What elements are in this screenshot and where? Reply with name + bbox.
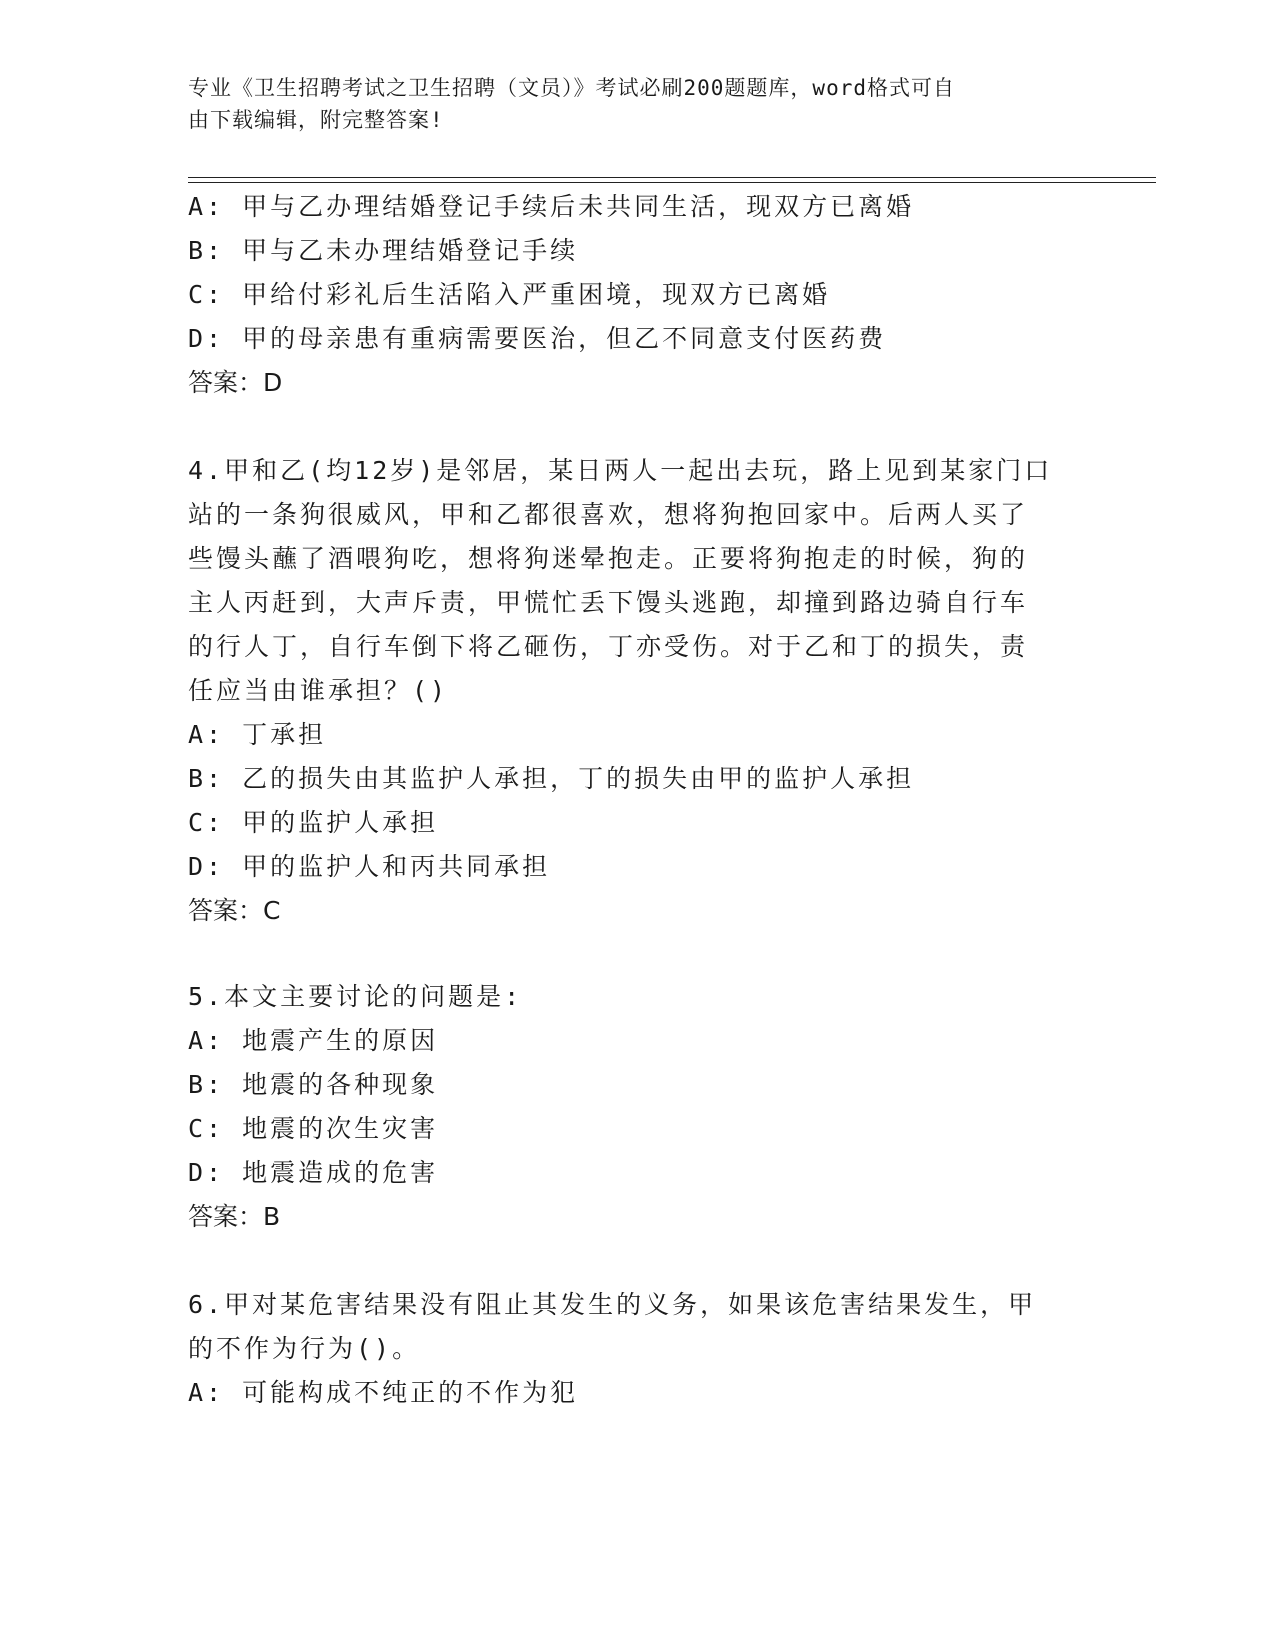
q4-answer: 答案：C bbox=[188, 896, 281, 925]
q3-option-c: C: 甲给付彩礼后生活陷入严重困境，现双方已离婚 bbox=[188, 280, 831, 309]
document-header bbox=[188, 72, 1068, 136]
q4-option-a: A: 丁承担 bbox=[188, 720, 327, 749]
q5-option-c: C: 地震的次生灾害 bbox=[188, 1114, 439, 1143]
q5-stem-line-1: 5.本文主要讨论的问题是: bbox=[188, 982, 523, 1011]
q5-option-a: A: 地震产生的原因 bbox=[188, 1026, 439, 1055]
q3-option-d: D: 甲的母亲患有重病需要医治，但乙不同意支付医药费 bbox=[188, 324, 887, 353]
header-line-2: 由下载编辑，附完整答案! bbox=[188, 108, 444, 132]
q3-option-a: A: 甲与乙办理结婚登记手续后未共同生活，现双方已离婚 bbox=[188, 192, 915, 221]
q4-stem-line-6: 任应当由谁承担？() bbox=[188, 676, 449, 705]
q4-option-d: D: 甲的监护人和丙共同承担 bbox=[188, 852, 551, 881]
q4-stem-line-2: 站的一条狗很威风，甲和乙都很喜欢，想将狗抱回家中。后两人买了 bbox=[188, 500, 1029, 529]
q4-option-c: C: 甲的监护人承担 bbox=[188, 808, 439, 837]
header-line-1: 专业《卫生招聘考试之卫生招聘（文员）》考试必刷200题题库，word格式可自 bbox=[188, 76, 955, 100]
header-divider-top bbox=[188, 177, 1156, 178]
q4-stem-line-1: 4.甲和乙(均12岁)是邻居，某日两人一起出去玩，路上见到某家门口 bbox=[188, 456, 1053, 485]
q5-answer: 答案：B bbox=[188, 1202, 281, 1231]
q4-stem-line-4: 主人丙赶到，大声斥责，甲慌忙丢下馒头逃跑，却撞到路边骑自行车 bbox=[188, 588, 1029, 617]
q6-stem-line-2: 的不作为行为()。 bbox=[188, 1334, 421, 1363]
q4-stem-line-5: 的行人丁，自行车倒下将乙砸伤，丁亦受伤。对于乙和丁的损失，责 bbox=[188, 632, 1029, 661]
q4-option-b: B: 乙的损失由其监护人承担，丁的损失由甲的监护人承担 bbox=[188, 764, 915, 793]
q6-option-a: A: 可能构成不纯正的不作为犯 bbox=[188, 1378, 579, 1407]
q5-option-d: D: 地震造成的危害 bbox=[188, 1158, 439, 1187]
q6-stem-line-1: 6.甲对某危害结果没有阻止其发生的义务，如果该危害结果发生，甲 bbox=[188, 1290, 1037, 1319]
q3-answer: 答案：D bbox=[188, 368, 283, 397]
q5-option-b: B: 地震的各种现象 bbox=[188, 1070, 439, 1099]
header-divider-bottom bbox=[188, 182, 1156, 183]
q4-stem-line-3: 些馒头蘸了酒喂狗吃，想将狗迷晕抱走。正要将狗抱走的时候，狗的 bbox=[188, 544, 1029, 573]
q3-option-b: B: 甲与乙未办理结婚登记手续 bbox=[188, 236, 579, 265]
